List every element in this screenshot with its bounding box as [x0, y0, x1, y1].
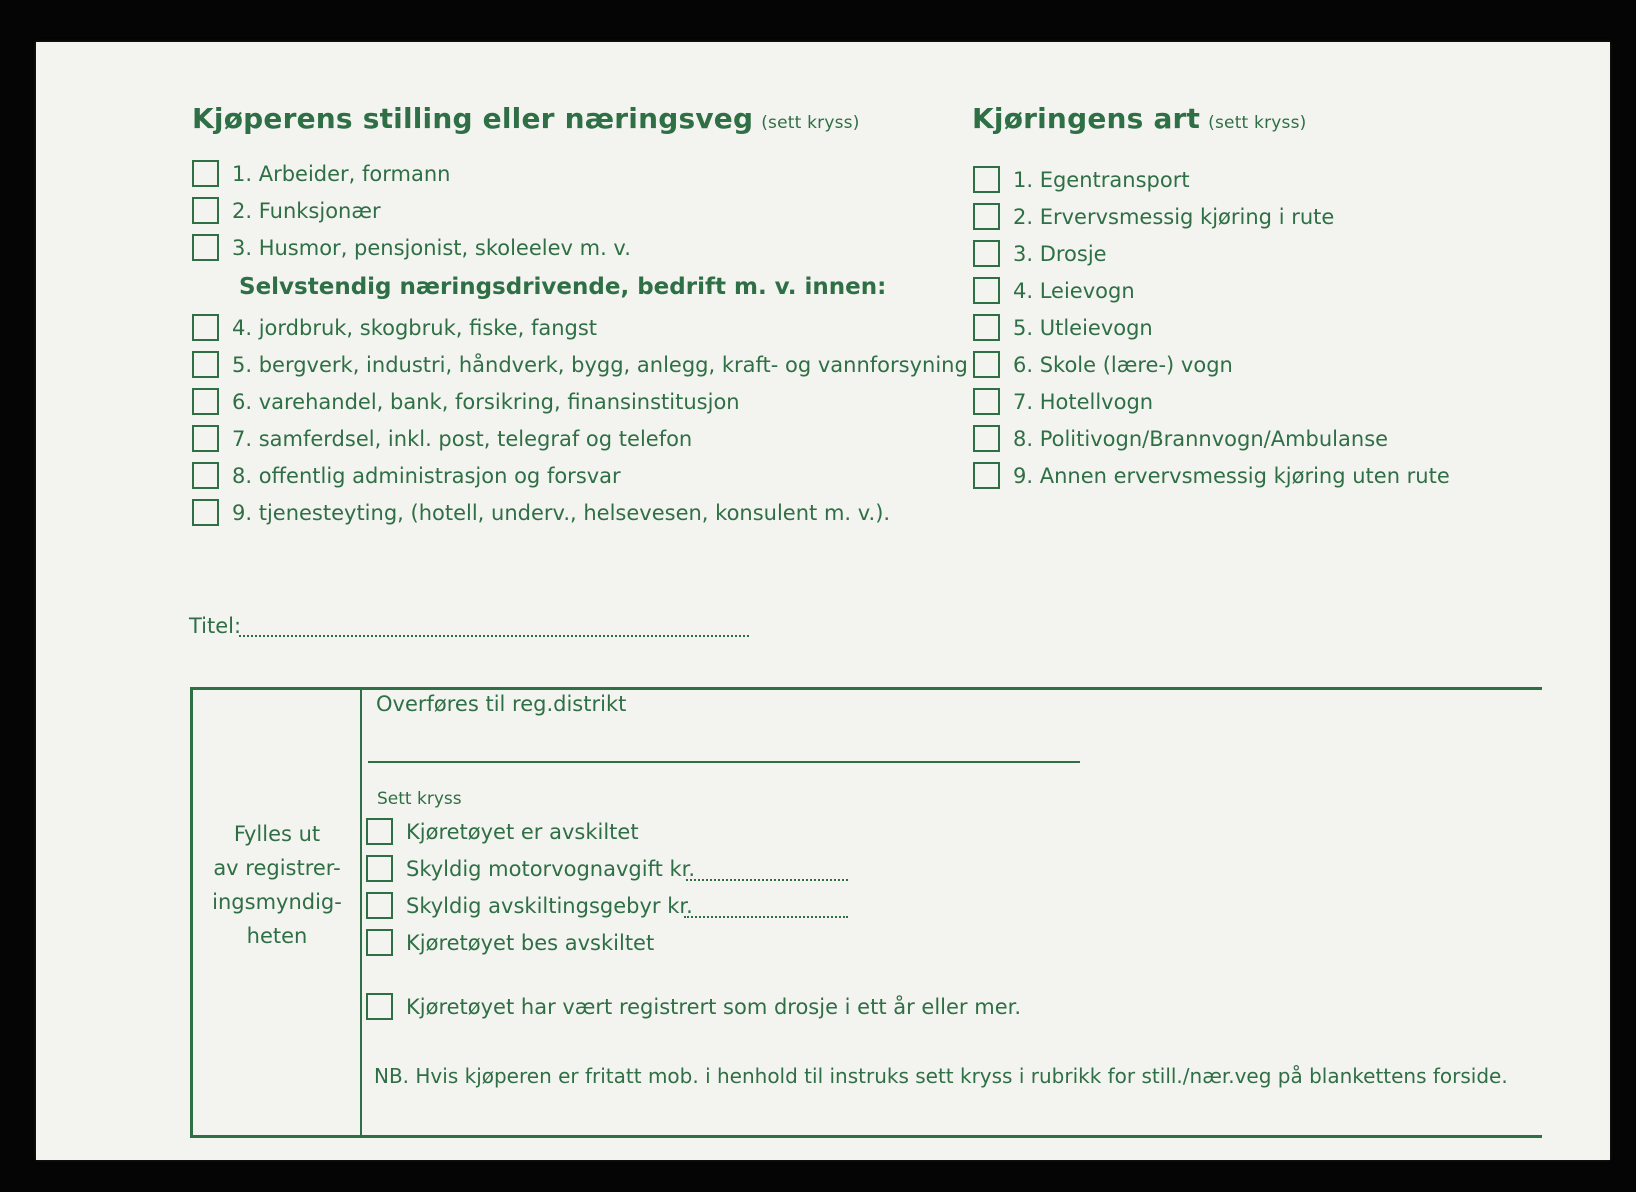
checkbox[interactable]	[973, 351, 1000, 378]
nb-note: NB. Hvis kjøperen er fritatt mob. i henhold til instruks sett kryss i rubrikk for still./nær.veg på blankettens forside.	[374, 1064, 1508, 1088]
check-motorvognavgift[interactable]	[366, 855, 695, 882]
option-label: 8. Politivogn/Brannvogn/Ambulanse	[1013, 426, 1389, 451]
driving-option-4[interactable]	[973, 277, 1135, 304]
check-bes-avskiltet[interactable]	[366, 929, 654, 956]
buyer-option-5[interactable]	[192, 351, 968, 378]
option-label: Kjøretøyet er avskiltet	[406, 819, 639, 844]
sidebar-line: Fylles ut	[233, 822, 321, 846]
form-card	[36, 42, 1610, 1160]
sidebar-line: ingsmyndig-	[212, 890, 342, 914]
checkbox[interactable]	[192, 499, 219, 526]
buyer-option-1[interactable]	[192, 160, 450, 187]
option-label: 4. jordbruk, skogbruk, fiske, fangst	[232, 315, 598, 340]
option-label: 6. Skole (lære-) vogn	[1013, 352, 1233, 377]
option-label: 3. Husmor, pensjonist, skoleelev m. v.	[232, 235, 631, 260]
option-label: 9. Annen ervervsmessig kjøring uten rute	[1013, 463, 1450, 488]
self-employed-subheading: Selvstendig næringsdrivende, bedrift m. v. innen:	[239, 274, 887, 300]
option-label: 2. Ervervsmessig kjøring i rute	[1013, 204, 1335, 229]
checkbox[interactable]	[973, 166, 1000, 193]
option-label: 8. offentlig administrasjon og forsvar	[232, 463, 621, 488]
check-avskiltingsgebyr[interactable]	[366, 892, 693, 919]
box-bottom-border	[190, 1135, 1542, 1138]
sidebar-line: av registrer-	[213, 856, 341, 880]
buyer-option-4[interactable]	[192, 314, 597, 341]
checkbox[interactable]	[192, 351, 219, 378]
checkbox[interactable]	[192, 425, 219, 452]
checkbox[interactable]	[973, 388, 1000, 415]
buyer-option-3[interactable]	[192, 234, 631, 261]
option-label: 5. bergverk, industri, håndverk, bygg, anlegg, kraft- og vannforsyning	[232, 352, 968, 377]
checkbox[interactable]	[973, 425, 1000, 452]
check-avskiltet[interactable]	[366, 818, 639, 845]
driving-title-note: (sett kryss)	[1208, 113, 1307, 133]
checkbox[interactable]	[192, 462, 219, 489]
transfer-label: Overføres til reg.distrikt	[376, 692, 627, 716]
driving-section-title	[972, 102, 1306, 135]
box-divider	[360, 687, 362, 1138]
sett-kryss-label: Sett kryss	[377, 789, 462, 809]
option-label: Kjøretøyet bes avskiltet	[406, 930, 655, 955]
titel-label: Titel:	[189, 614, 242, 638]
checkbox[interactable]	[366, 993, 393, 1020]
checkbox[interactable]	[366, 818, 393, 845]
avskiltingsgebyr-amount-field[interactable]	[684, 916, 848, 918]
checkbox[interactable]	[973, 462, 1000, 489]
transfer-field-line[interactable]	[368, 761, 1080, 763]
option-label: 9. tjenesteyting, (hotell, underv., helsevesen, konsulent m. v.).	[232, 500, 891, 525]
driving-option-8[interactable]	[973, 425, 1388, 452]
option-label: 7. Hotellvogn	[1013, 389, 1154, 414]
checkbox[interactable]	[192, 160, 219, 187]
checkbox[interactable]	[192, 314, 219, 341]
option-label: 1. Arbeider, formann	[232, 161, 451, 186]
driving-option-1[interactable]	[973, 166, 1190, 193]
checkbox[interactable]	[973, 314, 1000, 341]
driving-option-5[interactable]	[973, 314, 1153, 341]
option-label: 3. Drosje	[1013, 241, 1107, 266]
option-label: Skyldig avskiltingsgebyr kr.	[406, 893, 693, 918]
box-top-border	[190, 687, 1542, 690]
driving-option-2[interactable]	[973, 203, 1334, 230]
checkbox[interactable]	[192, 197, 219, 224]
checkbox[interactable]	[973, 203, 1000, 230]
registry-sidebar-label	[194, 817, 360, 953]
titel-field[interactable]	[239, 635, 749, 637]
option-label: 7. samferdsel, inkl. post, telegraf og telefon	[232, 426, 693, 451]
buyer-title-note: (sett kryss)	[761, 113, 860, 133]
buyer-option-9[interactable]	[192, 499, 890, 526]
option-label: Kjøretøyet har vært registrert som drosje i ett år eller mer.	[406, 994, 1021, 1019]
option-label: 4. Leievogn	[1013, 278, 1135, 303]
option-label: 2. Funksjonær	[232, 198, 381, 223]
checkbox[interactable]	[366, 855, 393, 882]
buyer-option-6[interactable]	[192, 388, 740, 415]
option-label: 5. Utleievogn	[1013, 315, 1153, 340]
checkbox[interactable]	[192, 388, 219, 415]
driving-option-3[interactable]	[973, 240, 1107, 267]
option-label: 1. Egentransport	[1013, 167, 1190, 192]
checkbox[interactable]	[192, 234, 219, 261]
checkbox[interactable]	[366, 892, 393, 919]
checkbox[interactable]	[973, 277, 1000, 304]
sidebar-line: heten	[246, 924, 308, 948]
driving-option-6[interactable]	[973, 351, 1233, 378]
driving-option-7[interactable]	[973, 388, 1153, 415]
check-drosje[interactable]	[366, 993, 1021, 1020]
option-label: 6. varehandel, bank, forsikring, finansinstitusjon	[232, 389, 740, 414]
driving-title-text: Kjøringens art	[972, 102, 1201, 135]
checkbox[interactable]	[366, 929, 393, 956]
buyer-section-title	[192, 102, 860, 135]
box-left-border	[190, 687, 193, 1138]
buyer-title-text: Kjøperens stilling eller næringsveg	[192, 102, 754, 135]
motorvognavgift-amount-field[interactable]	[686, 879, 848, 881]
driving-option-9[interactable]	[973, 462, 1450, 489]
buyer-option-2[interactable]	[192, 197, 381, 224]
buyer-option-8[interactable]	[192, 462, 621, 489]
buyer-option-7[interactable]	[192, 425, 692, 452]
checkbox[interactable]	[973, 240, 1000, 267]
option-label: Skyldig motorvognavgift kr.	[406, 856, 696, 881]
